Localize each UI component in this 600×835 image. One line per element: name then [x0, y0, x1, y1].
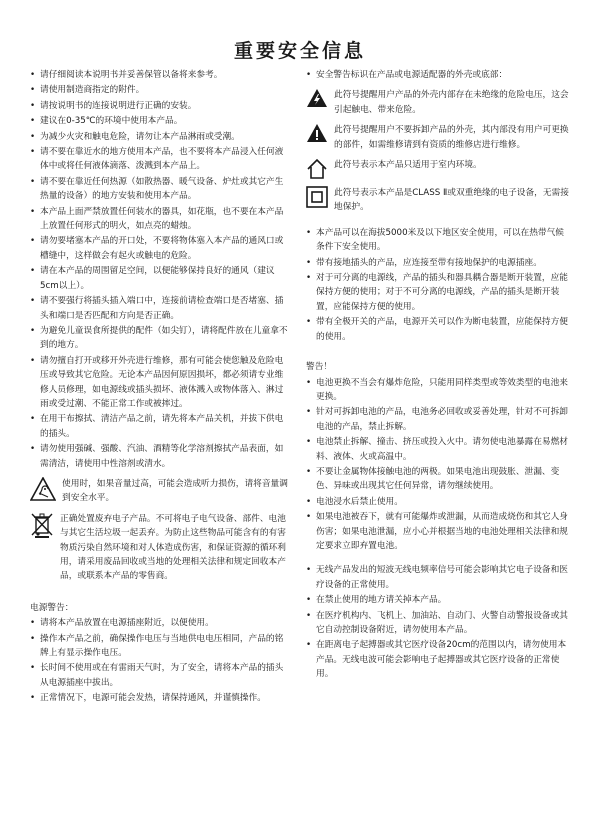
double-square-icon: [306, 186, 328, 208]
list-item: • 请不要强行将插头插入端口中，连接前请检查端口是否堵塞、插头和端口是否匹配和方向是否正确。: [30, 294, 288, 323]
lightning-triangle-icon: [306, 88, 328, 108]
weee-disposal-text: 正确处置废弃电子产品。不可将电子电气设备、部件、电池与其它生活垃圾一起丢弃。为防止这些物品可能含有的有害物质污染自然环境和对人体造成伤害，和保证资源的循环利用，请采用废品回收或当地的处理相关法律和规定回收本产品，或联系本产品的零售商。: [60, 513, 286, 582]
hearing-warning-text: 使用时，如果音量过高，可能会造成听力损伤，请将音量调到安全水平。: [62, 478, 288, 504]
symbols-intro: • 安全警告标识在产品或电源适配器的外壳或底部：: [306, 68, 572, 82]
symbol-text: 此符号表示本产品是CLASS Ⅱ或双重绝缘的电子设备，无需接地保护。: [334, 188, 569, 213]
list-item: • 请勿使用强碱、强酸、汽油、酒精等化学溶剂擦拭产品表面，如需清洁，请使用中性溶剂或清水。: [30, 442, 288, 471]
installation-list: [306, 226, 572, 344]
power-warning-heading: 电源警告：: [30, 602, 74, 613]
list-item: • 请勿要堵塞本产品的开口处，不要将物体塞入本产品的通风口或槽缝中，这样做会有起火或触电的危险。: [30, 234, 288, 263]
list-item: • 在医疗机构内、飞机上、加油站、自动门、火警自动警报设备或其它自动控制设备附近，请勿使用本产品。: [306, 609, 572, 638]
crossed-bin-icon: [30, 512, 54, 538]
symbol-text: 此符号表示本产品只适用于室内环境。: [334, 160, 482, 171]
list-item: • 请将本产品放置在电源插座附近，以便使用。: [30, 616, 288, 630]
symbol-row: [306, 158, 572, 180]
symbol-row: [306, 88, 572, 117]
indoor-house-icon: [306, 158, 328, 180]
battery-warning-list: [306, 376, 572, 554]
page-title: 重要安全信息: [233, 40, 366, 62]
list-item: • 不要让金属物体接触电池的两极。如果电池出现鼓胀、泄漏、变色、异味或出现其它任何异常，请勿继续使用。: [306, 465, 572, 494]
general-safety-list: [30, 68, 288, 471]
exclamation-triangle-icon: [306, 123, 328, 143]
list-item: • 请仔细阅读本说明书并妥善保管以备将来参考。: [30, 68, 288, 82]
list-item: • 长时间不使用或在有雷雨天气时，为了安全，请将本产品的插头从电源插座中拔出。: [30, 661, 288, 690]
list-item: • 请在本产品的周围留足空间，以便能够保持良好的通风（建议5cm以上）。: [30, 264, 288, 293]
list-item: • 电池更换不当会有爆炸危险，只能用同样类型或等效类型的电池来更换。: [306, 376, 572, 405]
symbol-text: 此符号提醒用户不要拆卸产品的外壳，其内部没有用户可更换的部件，如需维修请到有资质的维修店进行维修。: [334, 125, 569, 150]
symbol-text: 此符号提醒用户产品的外壳内部存在未绝缘的危险电压，这会引起触电、带来危险。: [334, 90, 569, 115]
right-column: [306, 68, 572, 683]
list-item: • 为减少火灾和触电危险，请勿让本产品淋雨或受潮。: [30, 130, 288, 144]
list-item: • 为避免儿童误食所提供的配件（如尖钉），请将配件放在儿童拿不到的地方。: [30, 324, 288, 353]
list-item: • 请不要在靠近任何热源（如散热器、暖气设备、炉灶或其它产生热量的设备）的地方安装和使用本产品。: [30, 175, 288, 204]
list-item: • 在禁止使用的地方请关掉本产品。: [306, 593, 572, 607]
list-item: • 本产品可以在海拔5000米及以下地区安全使用，可以在热带气候条件下安全使用。: [306, 226, 572, 255]
list-item: • 无线产品发出的短波无线电频率信号可能会影响其它电子设备和医疗设备的正常使用。: [306, 563, 572, 592]
battery-warning-heading: 警告！: [306, 362, 333, 373]
list-item: • 建议在0-35℃的环境中使用本产品。: [30, 114, 288, 128]
list-item: • 操作本产品之前，确保操作电压与当地供电电压相同，产品的铭牌上有显示操作电压。: [30, 632, 288, 661]
list-item: • 请勿擅自打开或移开外壳进行维修，那有可能会使您触及危险电压或导致其它危险。无论本产品因何原因损坏，都必须请专业维修人员修理，如电源线或插头损坏、液体溅入或物体落入、淋过雨或受过潮、不能正常工作或被摔过。: [30, 354, 288, 412]
wireless-list: [306, 563, 572, 681]
symbol-row: [306, 123, 572, 152]
list-item: • 请按说明书的连接说明进行正确的安装。: [30, 99, 288, 113]
list-item: • 在用干布擦拭、清洁产品之前，请先将本产品关机，并拔下供电的插头。: [30, 412, 288, 441]
hearing-warning: [30, 477, 288, 506]
weee-disposal: [30, 512, 288, 584]
power-warning-list: [30, 616, 288, 705]
list-item: • 对于可分离的电源线，产品的插头和器具耦合器是断开装置，应能保持方便的使用；对于不可分离的电源线，产品的插头是断开装置，应能保持方便的使用。: [306, 271, 572, 314]
symbol-row: [306, 186, 572, 215]
list-item: • 如果电池被吞下，就有可能爆炸或泄漏，从而造成烧伤和其它人身伤害；如果电池泄漏，应小心并根据当地的电池处理相关法律和规定要求立即弃置电池。: [306, 510, 572, 553]
list-item: • 本产品上面严禁放置任何装水的器具，如花瓶，也不要在本产品上放置任何形式的明火，如点亮的蜡烛。: [30, 205, 288, 234]
list-item: • 正常情况下，电源可能会发热，请保持通风，并谨慎操作。: [30, 691, 288, 705]
hearing-damage-icon: [30, 477, 56, 501]
list-item: • 电池浸水后禁止使用。: [306, 495, 572, 509]
left-column: [30, 68, 288, 707]
list-item: • 电池禁止拆解、撞击、挤压或投入火中。请勿使电池暴露在易燃材料、液体、火或高温中。: [306, 435, 572, 464]
list-item: • 请使用制造商指定的附件。: [30, 83, 288, 97]
list-item: • 带有接地插头的产品，应连接至带有接地保护的电源插座。: [306, 256, 572, 270]
list-item: • 请不要在靠近水的地方使用本产品，也不要将本产品浸入任何液体中或将任何液体滴落、泼溅到本产品上。: [30, 145, 288, 174]
list-item: • 在距离电子起搏器或其它医疗设备20cm的范围以内，请勿使用本产品。无线电波可能会影响电子起搏器或其它医疗设备的正常使用。: [306, 638, 572, 681]
list-item: • 针对可拆卸电池的产品，电池务必回收或妥善处理，针对不可拆卸电池的产品，禁止拆解。: [306, 405, 572, 434]
list-item: • 带有全极开关的产品，电源开关可以作为断电装置，应能保持方便的使用。: [306, 315, 572, 344]
